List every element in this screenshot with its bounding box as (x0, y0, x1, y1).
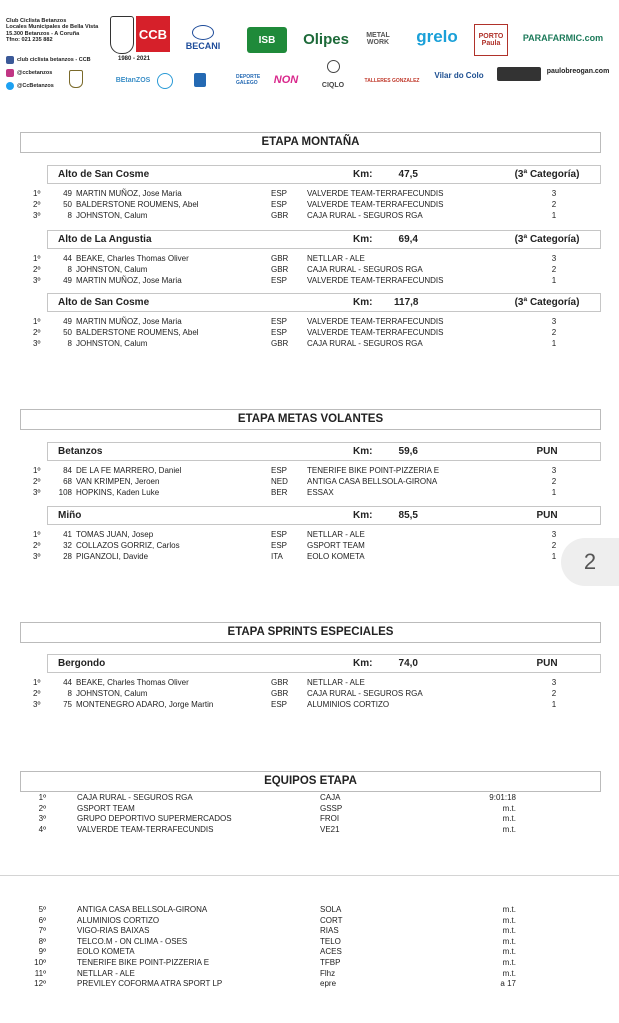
rider-bib: 108 (58, 488, 72, 497)
rider-nationality: GBR (271, 211, 289, 220)
km-value: 85,5 (398, 510, 418, 521)
rider-name: BEAKE, Charles Thomas Oliver (76, 254, 189, 263)
team-row (0, 969, 619, 979)
rider-bib: 50 (63, 328, 72, 337)
rider-row (0, 265, 619, 275)
team-time: m.t. (502, 936, 516, 946)
rider-position: 3º (33, 276, 41, 285)
concello-crest-icon (69, 70, 83, 88)
isb-logo: ISB (247, 27, 287, 53)
rider-position: 2º (33, 541, 41, 550)
rider-nationality: GBR (271, 678, 289, 687)
category-label: (3ª Categoría) (514, 297, 580, 308)
montana-title: ETAPA MONTAÑA (20, 132, 601, 153)
paulobreogan-logo: paulobreogan.com (546, 67, 610, 75)
rider-team: GSPORT TEAM (307, 541, 365, 550)
rider-team: EOLO KOMETA (307, 552, 365, 561)
rider-nationality: ESP (271, 189, 288, 198)
rider-points: 2 (551, 200, 557, 209)
team-position: 9º (38, 947, 46, 957)
porto-paula-logo: PORTO Paula (474, 24, 508, 56)
team-name: VIGO-RIAS BAIXAS (77, 926, 150, 936)
metas-title: ETAPA METAS VOLANTES (20, 409, 601, 430)
team-time: m.t. (502, 915, 516, 925)
vilar-do-colo-logo: Vilar do Colo (434, 70, 484, 80)
team-time: a 17 (500, 979, 516, 989)
team-row (0, 926, 619, 936)
rider-name: JOHNSTON, Calum (76, 689, 148, 698)
facebook-handle: club ciclista betanzos - CCB (17, 57, 91, 63)
km-value: 117,8 (394, 297, 419, 308)
rider-row (0, 466, 619, 476)
rider-row (0, 254, 619, 264)
rider-nationality: ESP (271, 530, 288, 539)
ciclismo-logo-icon (157, 73, 173, 89)
team-name: ANTIGA CASA BELLSOLA-GIRONA (77, 905, 208, 914)
team-code: FROI (320, 814, 340, 824)
team-position: 5º (38, 905, 46, 914)
rider-bib: 8 (67, 339, 72, 348)
rider-points: 2 (551, 328, 557, 337)
rider-nationality: ITA (271, 552, 283, 561)
point-header (47, 654, 601, 673)
rider-row (0, 552, 619, 562)
betanzos-crest-icon (110, 16, 134, 54)
rider-row (0, 328, 619, 338)
deporte-galego-logo: DEPORTE GALEGO (236, 74, 261, 86)
km-value: 69,4 (398, 234, 418, 245)
team-code: TELO (320, 936, 341, 946)
rider-team: CAJA RURAL - SEGUROS RGA (307, 689, 423, 698)
rider-team: NETLLAR - ALE (307, 530, 365, 539)
team-time: 9:01:18 (489, 793, 516, 802)
point-header (47, 293, 601, 312)
rider-nationality: GBR (271, 254, 289, 263)
km-value: 74,0 (398, 658, 418, 669)
km-label: Km: (353, 234, 373, 245)
rider-team: CAJA RURAL - SEGUROS RGA (307, 339, 423, 348)
becani-logo-text: BECANI (185, 41, 221, 51)
rider-position: 1º (33, 530, 41, 539)
rider-row (0, 700, 619, 710)
team-row (0, 958, 619, 968)
paulobreogan-emblem-icon (497, 67, 541, 81)
category-label: PUN (536, 446, 558, 457)
team-name: ALUMINIOS CORTIZO (77, 915, 160, 925)
team-time: m.t. (502, 926, 516, 936)
club-address-1: Locales Municipales de Bella Vista (6, 24, 99, 31)
rider-bib: 41 (63, 530, 72, 539)
grelo-logo: grelo (416, 27, 458, 46)
rider-team: NETLLAR - ALE (307, 678, 365, 687)
point-name: Betanzos (58, 446, 103, 457)
team-code: Flhz (320, 968, 336, 978)
rider-bib: 50 (63, 200, 72, 209)
team-name: EOLO KOMETA (77, 947, 135, 957)
rider-team: VALVERDE TEAM-TERRAFECUNDIS (307, 328, 444, 337)
rider-points: 1 (551, 700, 557, 709)
rider-points: 2 (551, 689, 557, 698)
team-row (0, 947, 619, 957)
sprints-title: ETAPA SPRINTS ESPECIALES (20, 622, 601, 643)
team-name: VALVERDE TEAM-TERRAFECUNDIS (77, 824, 214, 834)
team-name: TENERIFE BIKE POINT-PIZZERIA E (77, 958, 210, 967)
rider-points: 1 (551, 552, 557, 561)
team-row (0, 793, 619, 803)
social-twitter[interactable] (6, 82, 54, 90)
rider-bib: 28 (63, 552, 72, 561)
team-row (0, 814, 619, 824)
km-label: Km: (353, 510, 373, 521)
rider-position: 1º (33, 678, 41, 687)
team-row (0, 937, 619, 947)
instagram-handle: @ccbetanzos (17, 70, 53, 76)
rider-team: CAJA RURAL - SEGUROS RGA (307, 265, 423, 274)
rider-name: HOPKINS, Kaden Luke (76, 488, 160, 497)
rider-name: JOHNSTON, Calum (76, 265, 148, 274)
team-time: m.t. (502, 968, 516, 978)
rider-name: JOHNSTON, Calum (76, 211, 148, 220)
point-header (47, 506, 601, 525)
point-name: Alto de La Angustia (58, 234, 152, 245)
point-header (47, 230, 601, 249)
rider-name: JOHNSTON, Calum (76, 339, 148, 348)
team-row (0, 825, 619, 835)
rider-nationality: ESP (271, 466, 288, 475)
rider-position: 1º (33, 189, 41, 198)
rider-name: DE LA FE MARRERO, Daniel (76, 466, 182, 475)
rider-name: COLLAZOS GORRIZ, Carlos (76, 541, 180, 550)
rider-name: VAN KRIMPEN, Jeroen (76, 477, 160, 486)
point-name: Bergondo (58, 658, 106, 669)
team-row (0, 916, 619, 926)
betanzos-logo: BEtanZOS (115, 76, 151, 84)
rider-position: 2º (33, 477, 41, 486)
rider-position: 1º (33, 254, 41, 263)
rider-position: 3º (33, 339, 41, 348)
rider-bib: 8 (67, 265, 72, 274)
rider-team: ALUMINIOS CORTIZO (307, 700, 390, 709)
team-code: TFBP (320, 958, 341, 967)
rider-name: PIGANZOLI, Davide (76, 552, 149, 561)
rider-position: 3º (33, 488, 41, 497)
deputacion-logo-icon (194, 73, 206, 87)
rider-bib: 49 (63, 189, 72, 198)
rider-row (0, 211, 619, 221)
km-value: 47,5 (398, 169, 418, 180)
team-code: epre (320, 979, 337, 989)
rider-position: 2º (33, 200, 41, 209)
rider-nationality: ESP (271, 328, 288, 337)
category-label: (3ª Categoría) (514, 234, 580, 245)
team-position: 11º (34, 968, 46, 978)
team-code: GSSP (320, 803, 343, 813)
facebook-icon (6, 56, 14, 64)
rider-position: 1º (33, 317, 41, 326)
km-label: Km: (353, 169, 373, 180)
rider-bib: 84 (63, 466, 72, 475)
team-position: 6º (38, 915, 46, 925)
rider-points: 3 (551, 530, 557, 539)
team-code: CORT (320, 915, 343, 925)
rider-points: 3 (551, 317, 557, 326)
years-label: 1980 - 2021 (118, 56, 151, 62)
rider-bib: 68 (63, 477, 72, 486)
team-position: 1º (38, 793, 46, 802)
km-label: Km: (353, 446, 373, 457)
rider-points: 1 (551, 276, 557, 285)
team-row (0, 979, 619, 989)
rider-nationality: GBR (271, 339, 289, 348)
rider-name: MARTIN MUÑOZ, Jose Maria (76, 276, 182, 285)
page-number-badge: 2 (561, 538, 619, 586)
team-row (0, 905, 619, 915)
category-label: PUN (536, 510, 558, 521)
km-label: Km: (353, 297, 373, 308)
km-value: 59,6 (398, 446, 418, 457)
rider-team: VALVERDE TEAM-TERRAFECUNDIS (307, 200, 444, 209)
team-name: GRUPO DEPORTIVO SUPERMERCADOS (77, 814, 232, 824)
rider-bib: 32 (63, 541, 72, 550)
category-label: (3ª Categoría) (514, 169, 580, 180)
ccb-logo: CCB (136, 16, 170, 52)
rider-name: BALDERSTONE ROUMENS, Abel (76, 200, 199, 209)
team-row (0, 804, 619, 814)
page-divider (0, 875, 619, 876)
team-time: m.t. (502, 958, 516, 967)
rider-row (0, 339, 619, 349)
twitter-handle: @CcBetanzos (17, 83, 54, 89)
rider-points: 1 (551, 488, 557, 497)
ciqlo-q-icon (327, 60, 340, 73)
rider-position: 1º (33, 466, 41, 475)
rider-bib: 8 (67, 211, 72, 220)
rider-position: 3º (33, 211, 41, 220)
rider-bib: 49 (63, 276, 72, 285)
rider-nationality: NED (271, 477, 288, 486)
rider-position: 2º (33, 689, 41, 698)
rider-points: 3 (551, 254, 557, 263)
team-position: 7º (38, 926, 46, 936)
team-position: 3º (38, 814, 46, 824)
talleres-gonzalez-logo: TALLERES GONZALEZ (364, 78, 420, 84)
team-name: CAJA RURAL - SEGUROS RGA (77, 793, 193, 802)
rider-nationality: ESP (271, 317, 288, 326)
rider-nationality: BER (271, 488, 288, 497)
rider-position: 2º (33, 265, 41, 274)
rider-row (0, 317, 619, 327)
rider-row (0, 541, 619, 551)
rider-bib: 44 (63, 254, 72, 263)
equipos-title: EQUIPOS ETAPA (20, 771, 601, 792)
rider-row (0, 488, 619, 498)
rider-name: BALDERSTONE ROUMENS, Abel (76, 328, 199, 337)
club-name: Club Ciclista Betanzos (6, 18, 67, 24)
club-phone: Tfno: 021 235 882 (6, 37, 53, 44)
rider-nationality: GBR (271, 689, 289, 698)
rider-row (0, 530, 619, 540)
team-time: m.t. (502, 947, 516, 957)
km-label: Km: (353, 658, 373, 669)
rider-bib: 75 (63, 700, 72, 709)
point-name: Alto de San Cosme (58, 169, 150, 180)
ciqlo-logo-text: CIQLO (321, 81, 345, 89)
rider-name: MONTENEGRO ADARO, Jorge Martin (76, 700, 214, 709)
rider-points: 3 (551, 189, 557, 198)
rider-points: 3 (551, 678, 557, 687)
team-code: SOLA (320, 905, 342, 914)
rider-team: NETLLAR - ALE (307, 254, 365, 263)
team-code: VE21 (320, 824, 340, 834)
rider-team: VALVERDE TEAM-TERRAFECUNDIS (307, 276, 444, 285)
rider-nationality: ESP (271, 200, 288, 209)
team-time: m.t. (502, 905, 516, 914)
parafarmic-logo: PARAFARMIC.com (522, 33, 604, 43)
rider-name: MARTIN MUÑOZ, Jose Maria (76, 189, 182, 198)
team-code: RIAS (320, 926, 339, 936)
team-time: m.t. (502, 824, 516, 834)
team-name: NETLLAR - ALE (77, 968, 135, 978)
rider-position: 3º (33, 552, 41, 561)
rider-row (0, 689, 619, 699)
point-header (47, 442, 601, 461)
rider-team: CAJA RURAL - SEGUROS RGA (307, 211, 423, 220)
rider-row (0, 189, 619, 199)
rider-row (0, 276, 619, 286)
point-name: Miño (58, 510, 82, 521)
team-position: 2º (38, 803, 46, 813)
point-header (47, 165, 601, 184)
ciqlo-logo (313, 56, 353, 92)
rider-bib: 8 (67, 689, 72, 698)
point-name: Alto de San Cosme (58, 297, 150, 308)
rider-name: BEAKE, Charles Thomas Oliver (76, 678, 189, 687)
rider-nationality: ESP (271, 276, 288, 285)
rider-row (0, 200, 619, 210)
social-facebook[interactable] (6, 56, 91, 64)
becani-logo (178, 22, 228, 54)
rider-position: 3º (33, 700, 41, 709)
header (0, 0, 619, 100)
rider-position: 2º (33, 328, 41, 337)
team-code: CAJA (320, 793, 341, 802)
rider-points: 2 (551, 541, 557, 550)
team-position: 10º (34, 958, 46, 967)
olipes-logo: Olipes (303, 30, 349, 48)
instagram-icon (6, 69, 14, 77)
rider-points: 1 (551, 211, 557, 220)
rider-points: 2 (551, 477, 557, 486)
rider-nationality: ESP (271, 700, 288, 709)
social-instagram[interactable] (6, 69, 52, 77)
club-address-2: 15.300 Betanzos - A Coruña (6, 30, 80, 37)
team-name: GSPORT TEAM (77, 803, 135, 813)
rider-team: VALVERDE TEAM-TERRAFECUNDIS (307, 317, 444, 326)
non-logo: NON (273, 74, 299, 86)
team-position: 8º (38, 936, 46, 946)
team-name: TELCO.M - ON CLIMA - OSES (77, 936, 188, 946)
rider-points: 1 (551, 339, 557, 348)
rider-nationality: ESP (271, 541, 288, 550)
club-info (6, 18, 98, 44)
twitter-icon (6, 82, 14, 90)
team-time: m.t. (502, 814, 516, 824)
team-position: 4º (38, 824, 46, 834)
rider-team: ESSAX (307, 488, 334, 497)
team-time: m.t. (502, 803, 516, 813)
rider-team: TENERIFE BIKE POINT-PIZZERIA E (307, 466, 440, 475)
metalwork-logo: METAL WORK (366, 32, 390, 46)
rider-points: 3 (551, 466, 557, 475)
rider-points: 2 (551, 265, 557, 274)
rider-name: MARTIN MUÑOZ, Jose Maria (76, 317, 182, 326)
team-code: ACES (320, 947, 342, 957)
rider-nationality: GBR (271, 265, 289, 274)
category-label: PUN (536, 658, 558, 669)
rider-row (0, 477, 619, 487)
becani-emblem-icon (192, 25, 214, 40)
rider-row (0, 678, 619, 688)
rider-team: ANTIGA CASA BELLSOLA-GIRONA (307, 477, 438, 486)
team-position: 12º (34, 979, 46, 989)
rider-bib: 49 (63, 317, 72, 326)
rider-name: TOMAS JUAN, Josep (76, 530, 154, 539)
rider-team: VALVERDE TEAM-TERRAFECUNDIS (307, 189, 444, 198)
rider-bib: 44 (63, 678, 72, 687)
team-name: PREVILEY COFORMA ATRA SPORT LP (77, 979, 223, 989)
